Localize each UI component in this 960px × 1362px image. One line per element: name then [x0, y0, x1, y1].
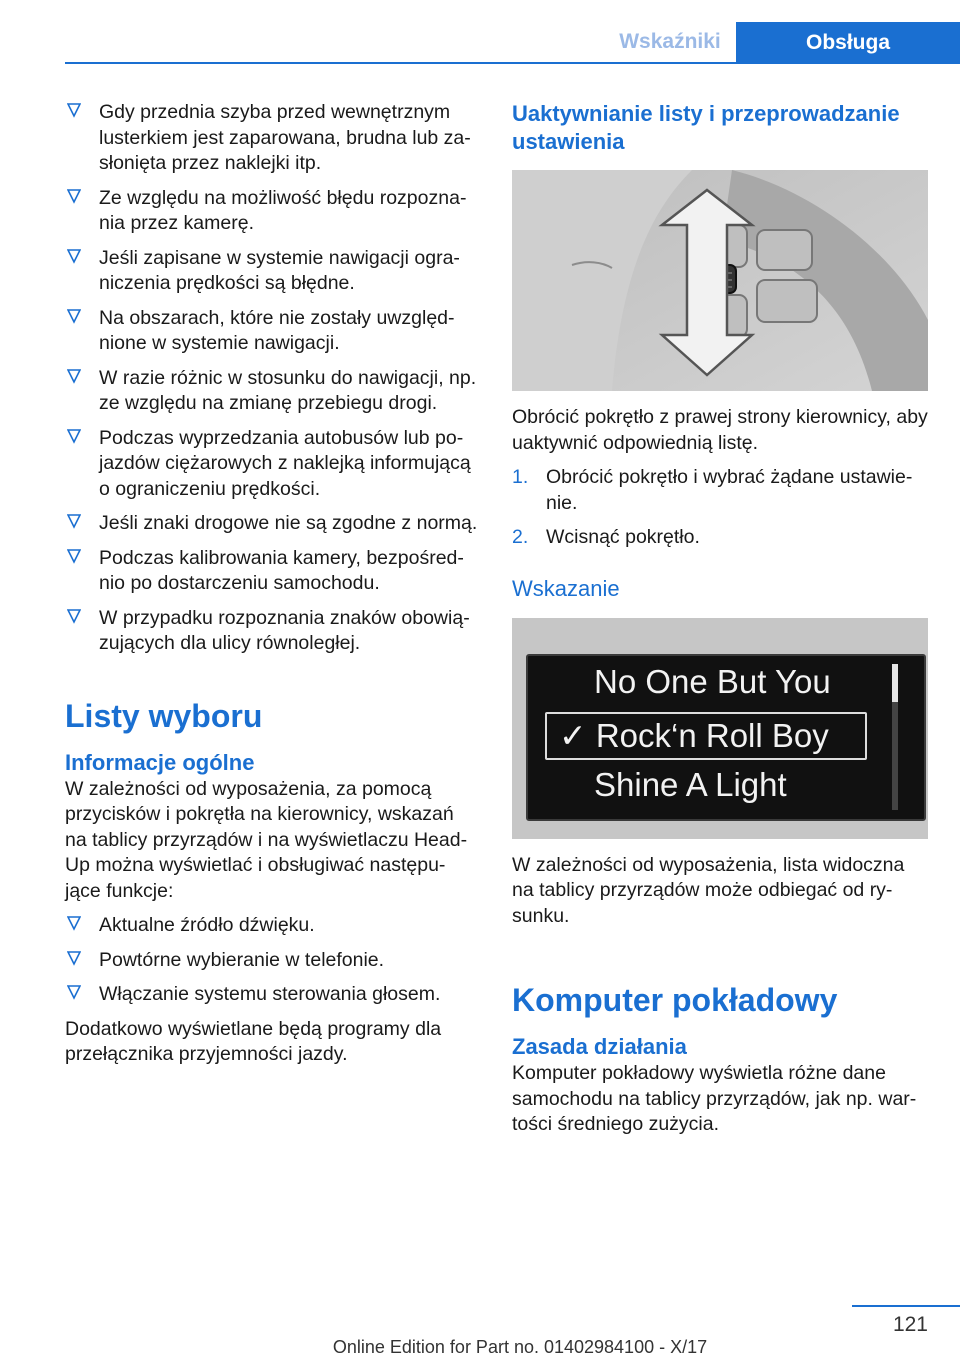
display-illustration — [512, 618, 928, 839]
triangle-bullet-icon — [67, 514, 81, 530]
list-item-text: W razie różnic w stosunku do nawigacji, np. ze względu na zmianę przebiegu drogi. — [99, 366, 477, 414]
list-item-text: Ze względu na możliwość błędu rozpozna-nia przez kamerę. — [99, 186, 467, 234]
outro-paragraph: Dodatkowo wyświetlane będą programy dla przełącznika przyjemności jazdy. — [65, 1017, 442, 1065]
limitations-list — [65, 100, 480, 657]
section-title-onboard-computer: Komputer pokładowy — [512, 982, 838, 1018]
activate-paragraph: Obrócić pokrętło z prawej strony kierownicy, aby uaktywnić odpowiednią listę. — [512, 406, 928, 454]
step-item — [512, 525, 928, 551]
page-number: 121 — [892, 1313, 928, 1336]
triangle-bullet-icon — [67, 985, 81, 1001]
edition-footer: Online Edition for Part no. 01402984100 - X/17 — [332, 1337, 708, 1357]
triangle-bullet-icon — [67, 916, 81, 932]
subsection-title-general: Informacje ogólne — [65, 749, 255, 775]
subsection-title-display: Wskazanie — [512, 575, 620, 601]
step-text: Obrócić pokrętło i wybrać żądane ustawie-nie. — [546, 466, 913, 514]
step-item — [512, 465, 928, 516]
list-item — [65, 546, 480, 597]
triangle-bullet-icon — [67, 549, 81, 565]
list-item-text: Jeśli znaki drogowe nie są zgodne z normą. — [99, 512, 478, 534]
steering-wheel-illustration — [512, 170, 928, 391]
header-rule — [65, 62, 960, 64]
display-list-item: Shine A Light — [594, 765, 787, 803]
display-note-paragraph: W zależności od wyposażenia, lista widoczna na tablicy przyrządów może odbiegać od ry-sunku. — [512, 853, 905, 927]
subsection-title-activate-list: Uaktywnianie listy i przeprowadzanie ustawienia — [512, 101, 900, 154]
list-item-text: Podczas kalibrowania kamery, bezpośred-nio po dostarczeniu samochodu. — [99, 546, 464, 594]
triangle-bullet-icon — [67, 189, 81, 205]
list-item — [65, 982, 480, 1008]
header-tab-operation[interactable]: Obsługa — [736, 22, 960, 64]
list-item-text: Na obszarach, które nie zostały uwzględ-nione w systemie nawigacji. — [99, 306, 455, 354]
list-item-text: Gdy przednia szyba przed wewnętrznym lusterkiem jest zaparowana, brudna lub za-słonięta przez naklejki itp. — [99, 101, 471, 174]
list-item — [65, 913, 480, 939]
list-item — [65, 366, 480, 417]
subsection-title-principle: Zasada działania — [512, 1034, 687, 1059]
section-title-selection-lists: Listy wyboru — [65, 697, 263, 734]
functions-list — [65, 913, 480, 1008]
steering-wheel-controls-drawing — [512, 170, 928, 391]
triangle-bullet-icon — [67, 309, 81, 325]
list-item-text: Aktualne źródło dźwięku. — [99, 914, 315, 936]
triangle-bullet-icon — [67, 103, 81, 119]
list-item — [65, 186, 480, 237]
list-item — [65, 606, 480, 657]
list-item — [65, 306, 480, 357]
display-selected-item — [545, 712, 867, 760]
list-item — [65, 511, 480, 537]
page-number-rule — [852, 1305, 960, 1307]
step-number: 2. — [512, 526, 529, 548]
display-screen — [526, 654, 926, 821]
left-column — [65, 100, 480, 1068]
list-item — [65, 100, 480, 177]
list-item-text: Jeśli zapisane w systemie nawigacji ogra-niczenia prędkości są błędne. — [99, 246, 460, 294]
display-selected-text: ✓ Rock‘n Roll Boy — [559, 716, 829, 754]
list-item — [65, 426, 480, 503]
list-item-text: Włączanie systemu sterowania głosem. — [99, 983, 441, 1005]
triangle-bullet-icon — [67, 951, 81, 967]
intro-paragraph: W zależności od wyposażenia, za pomocą przycisków i pokrętła na kierownicy, wskazań na tablicy przyrządów i na wyświetlaczu Head-Up można wyświetlać i obsługiwać następu-jące funkcje: — [65, 777, 468, 902]
triangle-bullet-icon — [67, 609, 81, 625]
step-number: 1. — [512, 466, 529, 488]
list-item-text: Podczas wyprzedzania autobusów lub po-jazdów ciężarowych z naklejką informującą o ograniczeniu prędkości. — [99, 426, 471, 500]
list-item-text: Powtórne wybieranie w telefonie. — [99, 948, 385, 971]
principle-paragraph: Komputer pokładowy wyświetla różne dane samochodu na tablicy przyrządów, jak np. war-tości średniego zużycia. — [512, 1062, 917, 1135]
right-column — [512, 100, 928, 1138]
list-item-text: W przypadku rozpoznania znaków obowią-zujących dla ulicy równoległej. — [99, 606, 470, 654]
steps-list — [512, 465, 928, 551]
display-list-item: No One But You — [594, 662, 831, 700]
display-scrollbar-thumb — [892, 664, 898, 702]
header-tab-indicators[interactable]: Wskaźniki — [619, 30, 721, 53]
list-item — [65, 246, 480, 297]
step-text: Wcisnąć pokrętło. — [546, 526, 700, 548]
triangle-bullet-icon — [67, 369, 81, 385]
triangle-bullet-icon — [67, 249, 81, 265]
triangle-bullet-icon — [67, 429, 81, 445]
list-item — [65, 948, 480, 974]
